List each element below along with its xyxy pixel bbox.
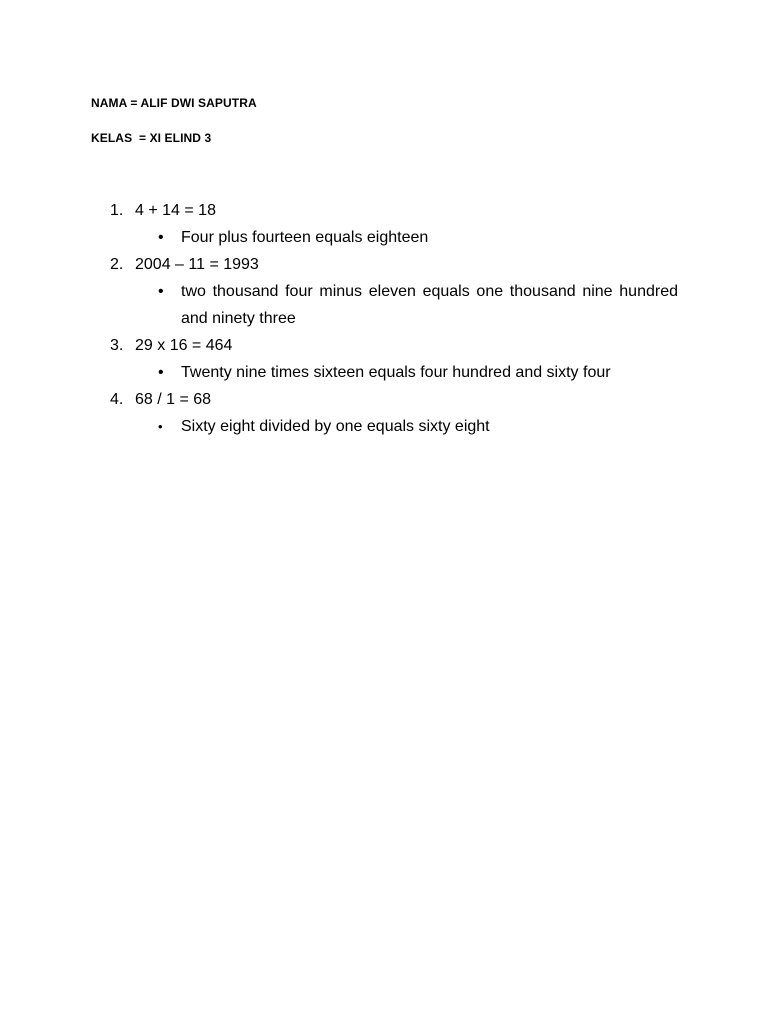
student-name-line: NAMA = ALIF DWI SAPUTRA	[91, 96, 257, 110]
problem-header	[110, 386, 678, 413]
problem-number: 2.	[110, 256, 124, 273]
problem-description	[110, 224, 678, 251]
problem-description	[110, 413, 678, 440]
problem-description	[110, 359, 678, 386]
problem-header	[110, 251, 678, 278]
problem-description-text: Sixty eight divided by one equals sixty eight	[181, 418, 490, 435]
bullet-icon: •	[158, 283, 164, 300]
problem-number: 3.	[110, 337, 124, 354]
problem-equation: 2004 – 11 = 1993	[135, 256, 259, 273]
problem-description-text: Four plus fourteen equals eighteen	[181, 229, 429, 246]
problem-list	[110, 197, 678, 440]
problem-header	[110, 197, 678, 224]
student-class-line: KELAS = XI ELIND 3	[91, 131, 212, 145]
bullet-icon: •	[158, 364, 164, 381]
problem-description	[110, 278, 678, 332]
problem-equation: 68 / 1 = 68	[135, 391, 212, 408]
bullet-icon: •	[158, 419, 163, 434]
problem-equation: 29 x 16 = 464	[135, 337, 233, 354]
problem-header	[110, 332, 678, 359]
problem-item	[110, 197, 678, 251]
problem-item	[110, 386, 678, 440]
problem-equation: 4 + 14 = 18	[135, 202, 216, 219]
problem-number: 1.	[110, 202, 124, 219]
problem-description-text: two thousand four minus eleven equals one thousand nine hundred and ninety three	[181, 283, 678, 327]
problem-number: 4.	[110, 391, 124, 408]
problem-description-text: Twenty nine times sixteen equals four hundred and sixty four	[181, 364, 611, 381]
bullet-icon: •	[158, 229, 164, 246]
problem-item	[110, 251, 678, 332]
problem-item	[110, 332, 678, 386]
